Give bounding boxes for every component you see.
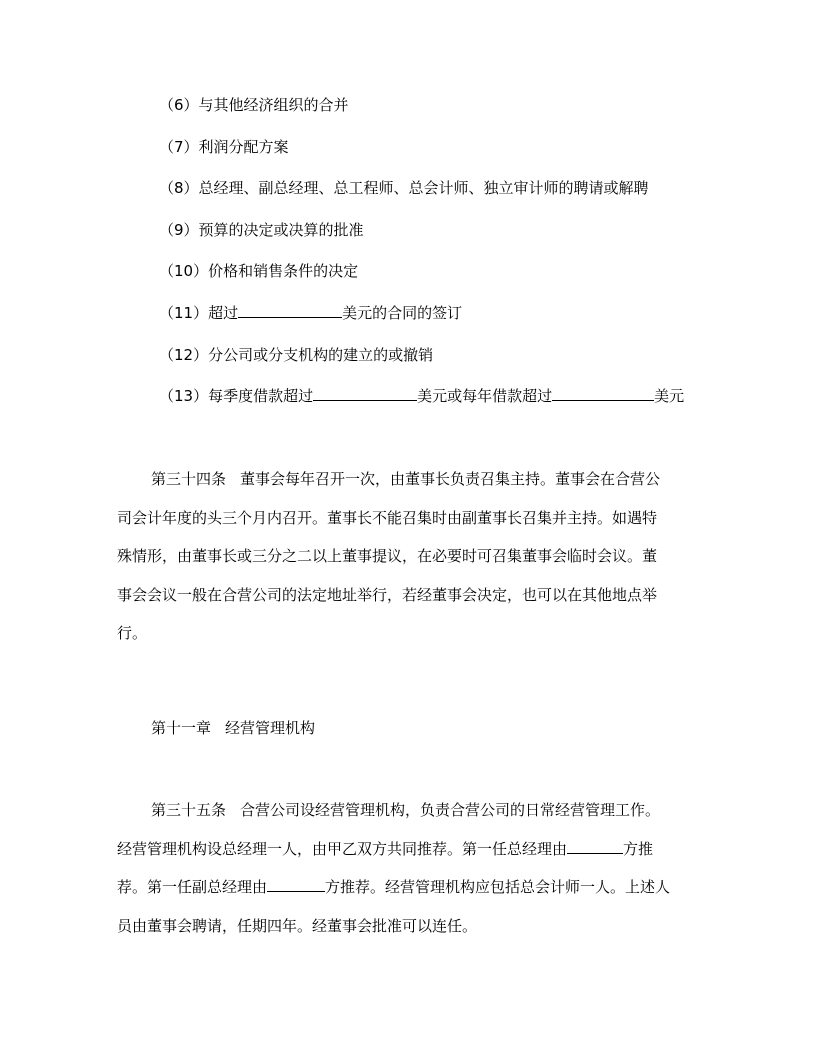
- fill-in-blank: [567, 837, 623, 854]
- fill-in-blank: [267, 875, 325, 892]
- list-item-text: （8）总经理、副总经理、总工程师、总会计师、独立审计师的聘请或解聘: [159, 179, 649, 198]
- list-item-text: （7）利润分配方案: [159, 137, 289, 156]
- list-item: [159, 135, 719, 159]
- list-item-text: （10）价格和销售条件的决定: [159, 262, 359, 281]
- chapter-number: 第十一章: [151, 719, 212, 737]
- list-item-text: （9）预算的决定或决算的批准: [159, 220, 364, 239]
- list-item-text: 美元或每年借款超过: [417, 387, 553, 406]
- list-item-text: （6）与其他经济组织的合并: [159, 96, 349, 114]
- list-item-text: （11）超过: [159, 303, 239, 322]
- paragraph-line: 员由董事会聘请，任期四年。经董事会批准可以连任。: [117, 916, 478, 935]
- powers-list: [159, 93, 719, 426]
- list-item: [159, 259, 719, 283]
- fill-in-blank: [238, 301, 342, 318]
- list-item-text: 美元: [654, 387, 685, 406]
- article-34-paragraph: [117, 460, 697, 653]
- paragraph-line: 行。: [117, 624, 148, 642]
- list-item-text: （12）分公司或分支机构的建立的或撤销: [159, 345, 434, 364]
- article-34-heading: 第三十四条: [151, 470, 227, 488]
- paragraph-line: 经营管理机构设总经理一人，由甲乙双方共同推荐。第一任总经理由: [117, 839, 568, 858]
- paragraph-line: 方推: [623, 839, 654, 858]
- list-item: [159, 176, 719, 200]
- paragraph-line: 董事会每年召开一次，由董事长负责召集主持。董事会在合营公: [240, 470, 661, 488]
- list-item: [159, 384, 719, 408]
- list-item-text: （13）每季度借款超过: [159, 387, 314, 406]
- article-35-heading: 第三十五条: [151, 801, 227, 819]
- list-item-text: 美元的合同的签订: [342, 303, 463, 322]
- paragraph-line: 合营公司设经营管理机构，负责合营公司的日常经营管理工作。: [240, 801, 661, 819]
- fill-in-blank: [552, 384, 654, 401]
- paragraph-line: 事会会议一般在合营公司的法定地址举行，若经董事会决定，也可以在其他地点举: [117, 585, 658, 604]
- paragraph-line: 殊情形，由董事长或三分之二以上董事提议，在必要时可召集董事会临时会议。董: [117, 547, 658, 565]
- list-item: [159, 343, 719, 367]
- paragraph-line: 荐。第一任副总经理由: [117, 878, 268, 896]
- list-item: [159, 93, 719, 117]
- list-item: [159, 301, 719, 325]
- paragraph-line: 方推荐。经营管理机构应包括总会计师一人。上述人: [325, 878, 671, 896]
- fill-in-blank: [313, 384, 417, 401]
- chapter-title: 经营管理机构: [225, 719, 316, 737]
- chapter-heading: [151, 712, 315, 744]
- list-item: [159, 218, 719, 242]
- article-35-paragraph: [117, 791, 697, 945]
- paragraph-line: 司会计年度的头三个月内召开。董事长不能召集时由副董事长召集并主持。如遇特: [117, 508, 658, 527]
